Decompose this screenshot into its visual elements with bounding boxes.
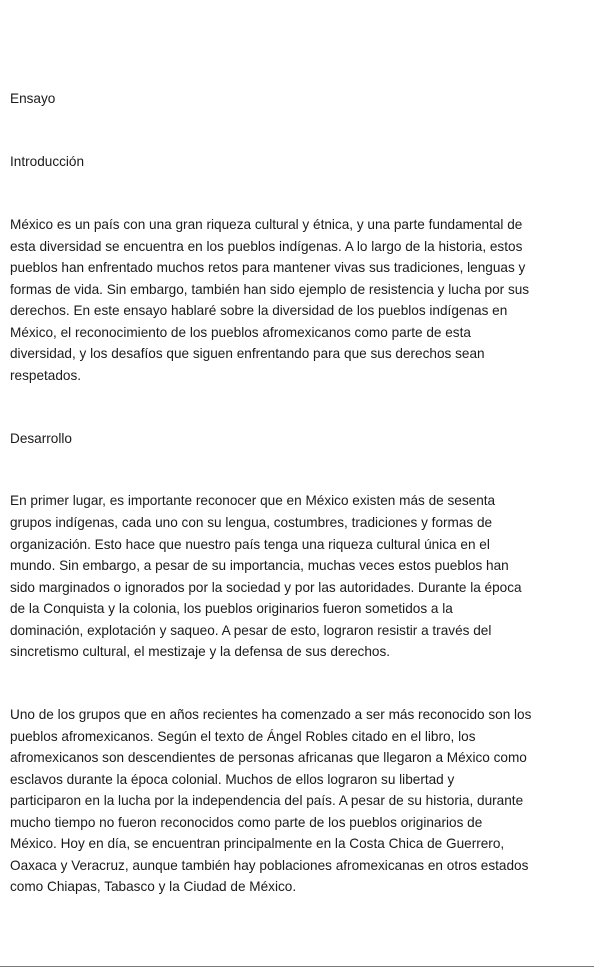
section-heading-desarrollo: Desarrollo — [10, 431, 72, 446]
paragraph-line: mundo. Sin embargo, a pesar de su importancia, muchas veces estos pueblos han — [10, 558, 509, 573]
paragraph-line: esta diversidad se encuentra en los pueblos indígenas. A lo largo de la historia, estos — [10, 239, 523, 254]
paragraph-line: de la Conquista y la colonia, los pueblos originarios fueron sometidos a la — [10, 601, 453, 616]
document-title: Ensayo — [10, 91, 56, 106]
paragraph-line: como Chiapas, Tabasco y la Ciudad de México. — [10, 879, 297, 894]
page-bottom-divider — [0, 966, 594, 967]
paragraph-line: derechos. En este ensayo hablaré sobre la diversidad de los pueblos indígenas en — [10, 303, 508, 318]
section-heading-introduccion: Introducción — [10, 154, 85, 169]
paragraph-line: respetados. — [10, 368, 82, 383]
paragraph-line: mucho tiempo no fueron reconocidos como parte de los pueblos originarios de — [10, 815, 483, 830]
paragraph-line: México es un país con una gran riqueza cultural y étnica, y una parte fundamental de — [10, 217, 523, 232]
paragraph-line: grupos indígenas, cada uno con su lengua, costumbres, tradiciones y formas de — [10, 515, 493, 530]
paragraph-line: pueblos han enfrentado muchos retos para mantener vivas sus tradiciones, lenguas y — [10, 260, 526, 275]
paragraph-line: México. Hoy en día, se encuentran principalmente en la Costa Chica de Guerrero, — [10, 836, 505, 851]
paragraph-line: sido marginados o ignorados por la sociedad y por las autoridades. Durante la época — [10, 580, 522, 595]
paragraph-line: diversidad, y los desafíos que siguen enfrentando para que sus derechos sean — [10, 346, 485, 361]
paragraph-line: En primer lugar, es importante reconocer que en México existen más de sesenta — [10, 493, 496, 508]
paragraph-line: Uno de los grupos que en años recientes ha comenzado a ser más reconocido son los — [10, 707, 532, 722]
paragraph-line: pueblos afromexicanos. Según el texto de Ángel Robles citado en el libro, los — [10, 729, 476, 744]
paragraph-line: Oaxaca y Veracruz, aunque también hay poblaciones afromexicanas en otros estados — [10, 858, 529, 873]
paragraph-line: formas de vida. Sin embargo, también han sido ejemplo de resistencia y lucha por sus — [10, 282, 530, 297]
paragraph-line: esclavos durante la época colonial. Muchos de ellos lograron su libertad y — [10, 772, 455, 787]
paragraph-line: participaron en la lucha por la independencia del país. A pesar de su historia, durante — [10, 793, 524, 808]
paragraph-line: organización. Esto hace que nuestro país tenga una riqueza cultural única en el — [10, 537, 490, 552]
paragraph-line: México, el reconocimiento de los pueblos afromexicanos como parte de esta — [10, 325, 471, 340]
paragraph-line: dominación, explotación y saqueo. A pesar de esto, lograron resistir a través del — [10, 623, 492, 638]
paragraph-line: sincretismo cultural, el mestizaje y la defensa de sus derechos. — [10, 644, 391, 659]
paragraph-line: afromexicanos son descendientes de personas africanas que llegaron a México como — [10, 750, 527, 765]
